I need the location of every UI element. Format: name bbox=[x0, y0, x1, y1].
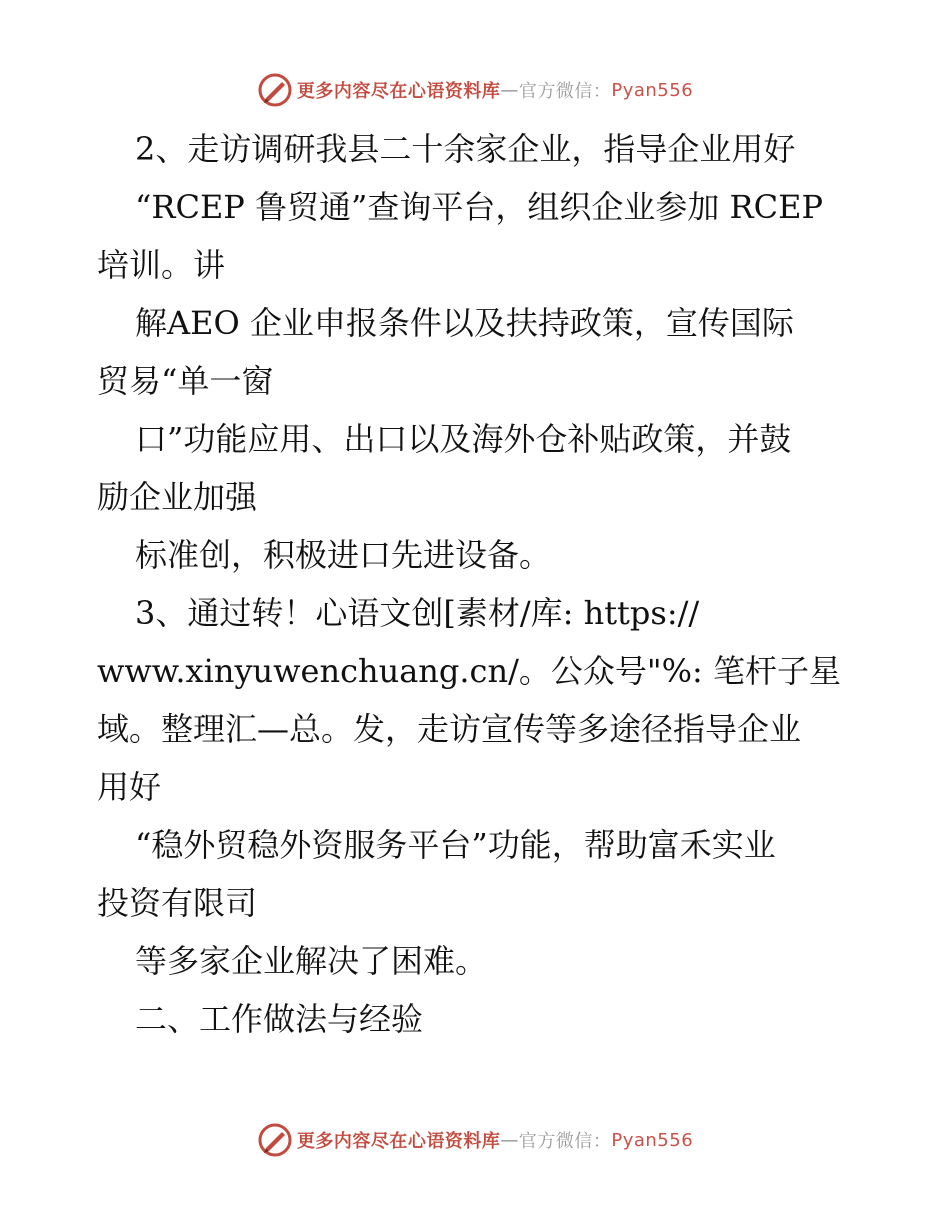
banner-dash: — bbox=[500, 79, 519, 101]
body-line: 3、通过转！心语文创[素材/库: https:// bbox=[135, 594, 700, 632]
body-line: 用好 bbox=[97, 768, 162, 806]
banner-title: 更多内容尽在心语资料库 bbox=[296, 1131, 501, 1152]
banner-wechat-id: Pyan556 bbox=[611, 1129, 694, 1151]
pen-logo-icon bbox=[257, 72, 293, 108]
body-line: 口”功能应用、出口以及海外仓补贴政策，并鼓 bbox=[135, 420, 792, 458]
pen-logo-icon bbox=[257, 1122, 293, 1158]
banner-wechat-id: Pyan556 bbox=[611, 79, 694, 101]
body-line: 等多家企业解决了困难。 bbox=[135, 942, 488, 980]
body-line: 培训。讲 bbox=[97, 246, 226, 284]
header-banner bbox=[0, 70, 950, 110]
body-line: 2、走访调研我县二十余家企业，指导企业用好 bbox=[135, 130, 796, 168]
body-line: www.xinyuwenchuang.cn/。公众号"%: 笔杆子星 bbox=[97, 652, 841, 690]
banner-title: 更多内容尽在心语资料库 bbox=[296, 81, 501, 102]
banner-dash: — bbox=[500, 1129, 519, 1151]
banner-wechat-label: 官方微信： bbox=[518, 81, 612, 102]
body-line: 域。整理汇—总。发，走访宣传等多途径指导企业 bbox=[97, 710, 802, 748]
footer-banner bbox=[0, 1120, 950, 1160]
banner-wechat-label: 官方微信： bbox=[518, 1131, 612, 1152]
body-line: 解AEO 企业申报条件以及扶持政策，宣传国际 bbox=[135, 304, 794, 342]
body-line: 标准创，积极进口先进设备。 bbox=[135, 536, 552, 574]
section-heading: 二、工作做法与经验 bbox=[135, 1000, 424, 1038]
document-body bbox=[97, 120, 857, 1048]
body-line: 投资有限司 bbox=[97, 884, 258, 922]
body-line: 贸易“单一窗 bbox=[97, 362, 274, 400]
body-line: “RCEP 鲁贸通”查询平台，组织企业参加 RCEP bbox=[135, 188, 824, 226]
body-line: “稳外贸稳外资服务平台”功能，帮助富禾实业 bbox=[135, 826, 776, 864]
body-line: 励企业加强 bbox=[97, 478, 258, 516]
